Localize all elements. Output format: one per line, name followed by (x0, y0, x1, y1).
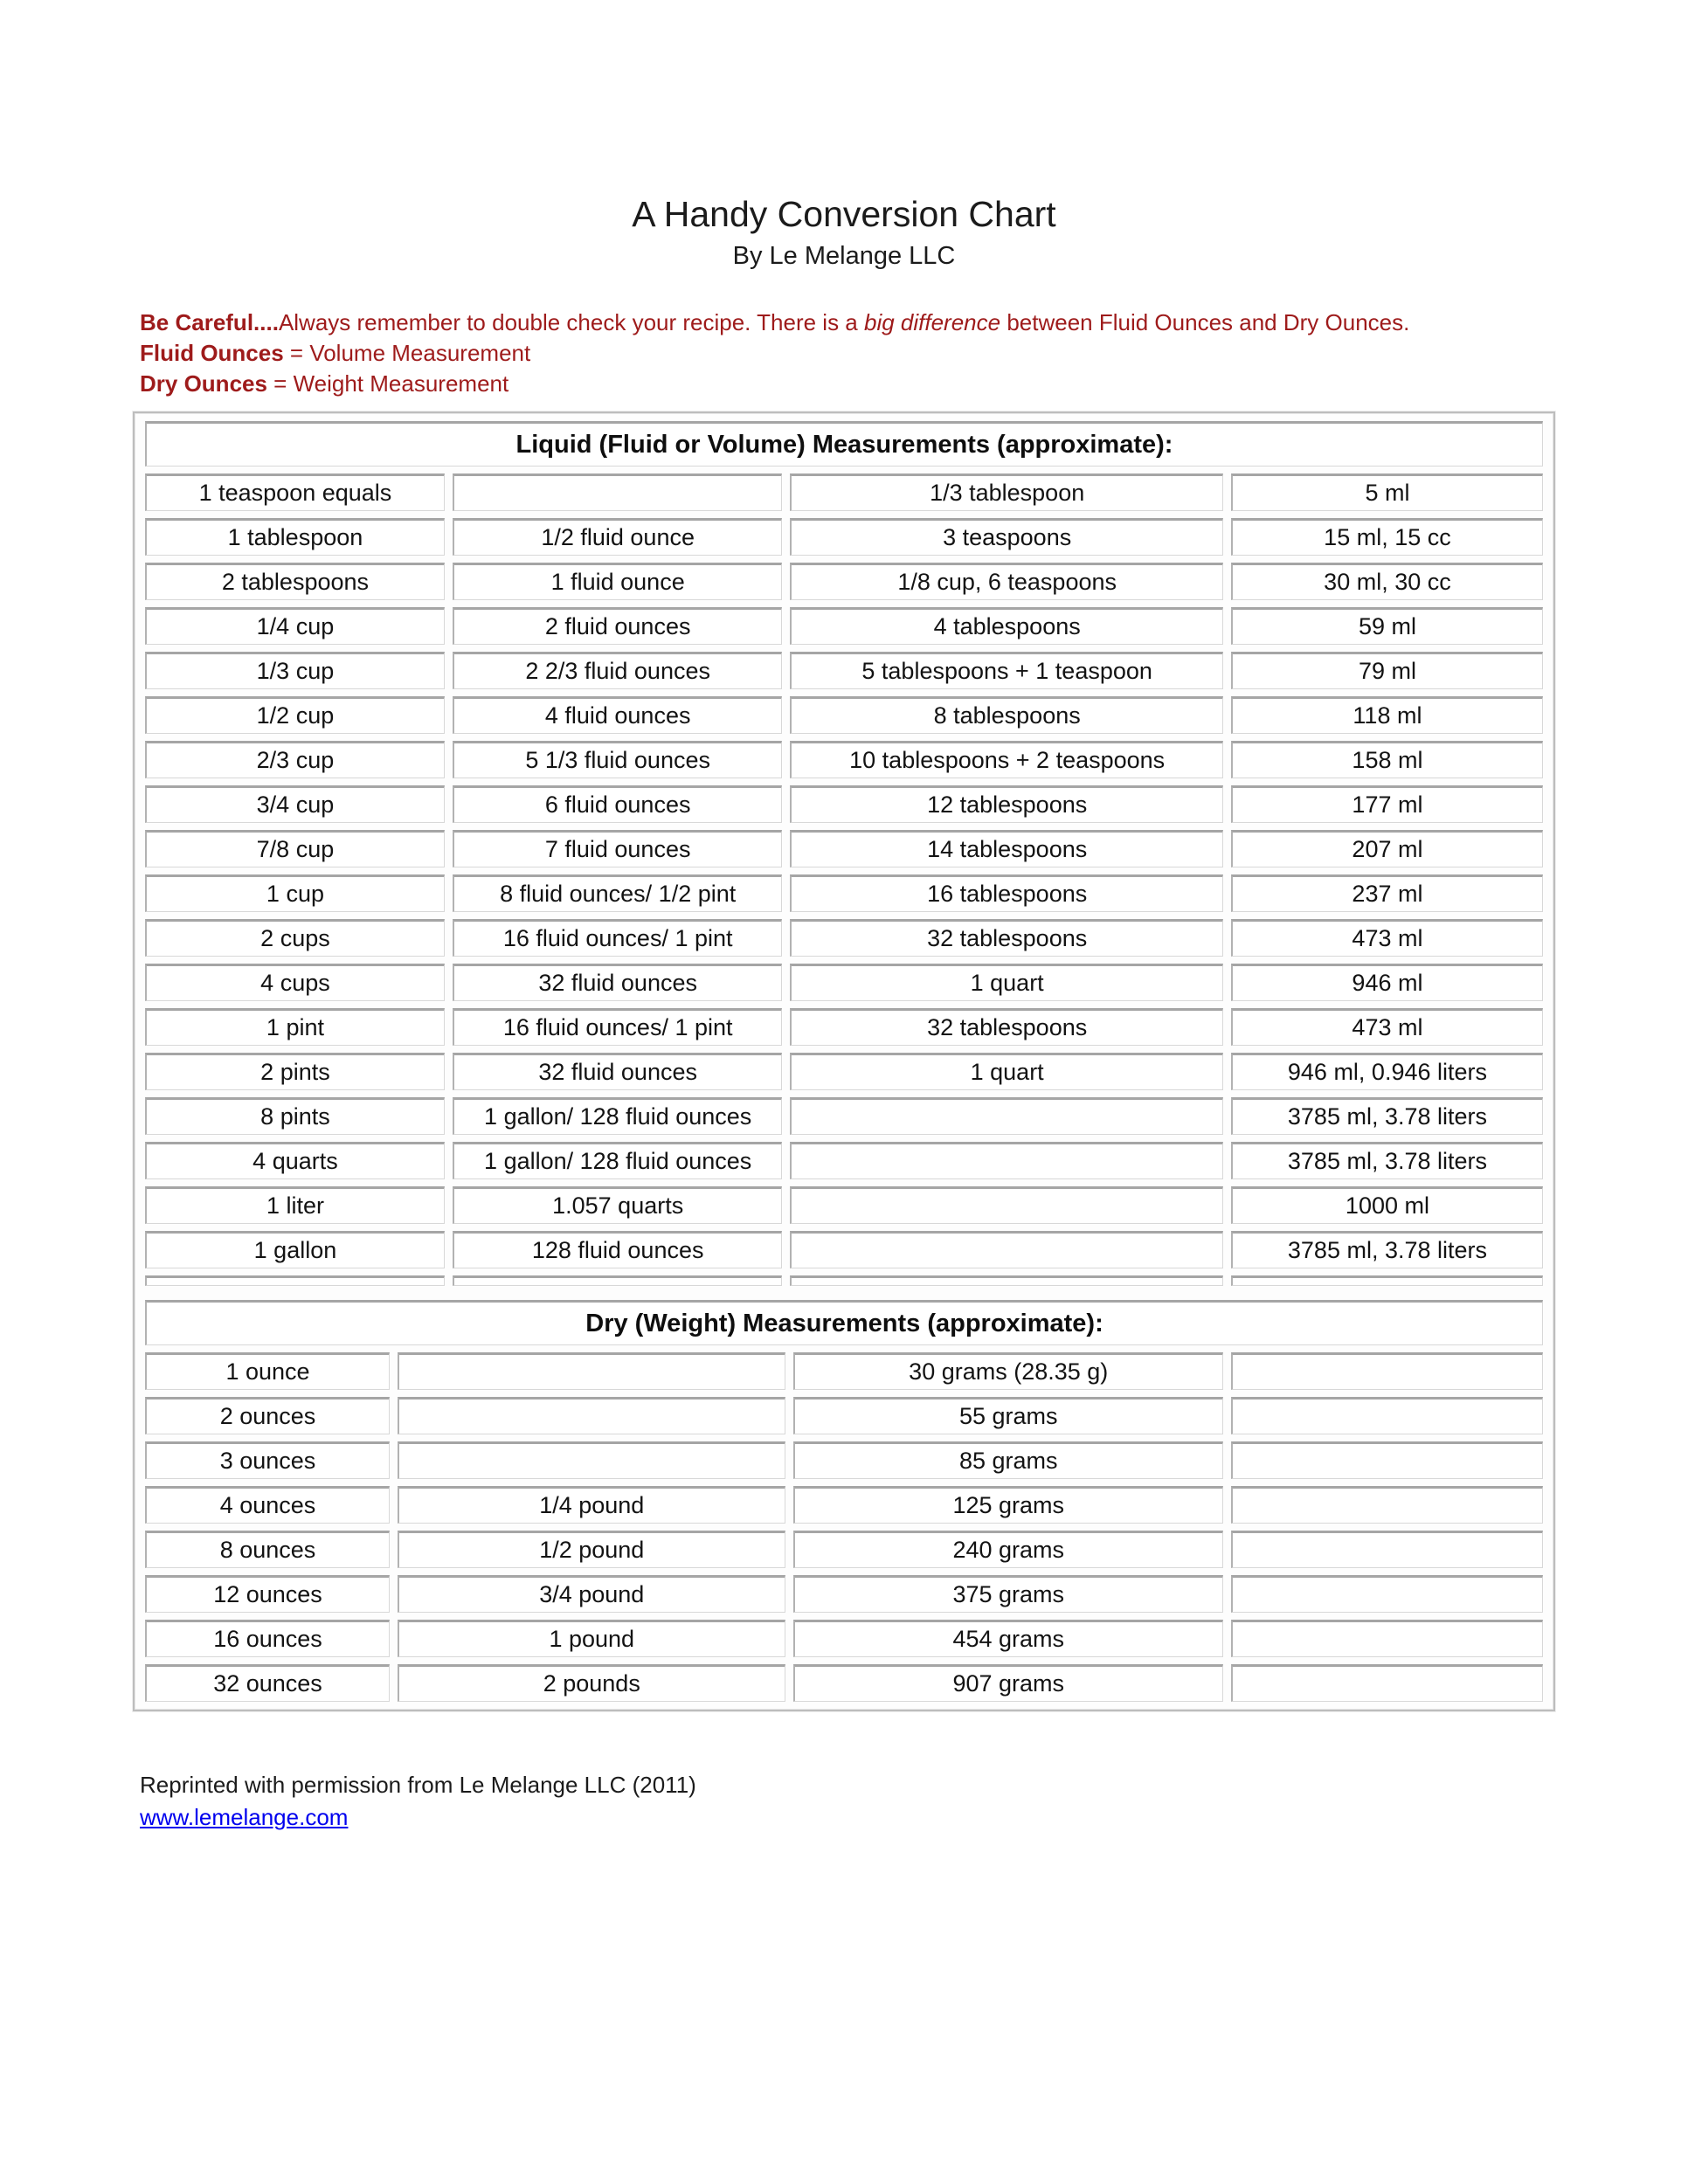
table-cell: 1 gallon/ 128 fluid ounces (453, 1097, 783, 1135)
table-row (145, 830, 1543, 867)
warning-line-1-italic: big difference (863, 309, 1001, 335)
table-cell: 473 ml (1231, 919, 1543, 957)
table-cell: 1 cup (145, 874, 445, 912)
table-cell (790, 1142, 1222, 1179)
table-cell: 1000 ml (1231, 1186, 1543, 1224)
table-cell (398, 1441, 785, 1479)
table-cell (398, 1352, 785, 1390)
table-row (145, 1231, 1543, 1268)
table-cell (1231, 1352, 1543, 1390)
table-cell: 4 cups (145, 964, 445, 1001)
dry-measurements-table (137, 1293, 1551, 1709)
table-cell: 1/3 cup (145, 652, 445, 689)
table-cell: 3785 ml, 3.78 liters (1231, 1142, 1543, 1179)
warning-line-2-rest: = Volume Measurement (283, 340, 531, 366)
table-cell: 5 1/3 fluid ounces (453, 741, 783, 778)
table-cell (1231, 1441, 1543, 1479)
table-cell: 32 tablespoons (790, 919, 1222, 957)
table-cell: 3/4 pound (398, 1575, 785, 1613)
table-cell: 1 tablespoon (145, 518, 445, 556)
table-cell: 8 fluid ounces/ 1/2 pint (453, 874, 783, 912)
table-row (145, 1531, 1543, 1568)
page-title: A Handy Conversion Chart (632, 194, 1056, 234)
warning-line-1-bold: Be Careful.... (140, 309, 279, 335)
table-row (145, 1486, 1543, 1524)
table-cell: 2 ounces (145, 1397, 390, 1434)
table-cell: 4 ounces (145, 1486, 390, 1524)
table-row (145, 1664, 1543, 1702)
table-cell: 1 gallon/ 128 fluid ounces (453, 1142, 783, 1179)
warning-line-1-text-b: between Fluid Ounces and Dry Ounces. (1000, 309, 1410, 335)
table-cell: 32 tablespoons (790, 1008, 1222, 1046)
page-byline: By Le Melange LLC (732, 242, 956, 270)
table-cell: 4 tablespoons (790, 607, 1222, 645)
spacer-cell (145, 1275, 445, 1286)
table-cell: 3/4 cup (145, 785, 445, 823)
table-cell: 4 fluid ounces (453, 696, 783, 734)
table-cell: 16 fluid ounces/ 1 pint (453, 1008, 783, 1046)
table-cell (1231, 1531, 1543, 1568)
table-cell (1231, 1397, 1543, 1434)
table-cell: 1 quart (790, 1053, 1222, 1090)
table-cell: 1/2 fluid ounce (453, 518, 783, 556)
table-cell: 8 tablespoons (790, 696, 1222, 734)
table-cell (1231, 1486, 1543, 1524)
table-cell: 158 ml (1231, 741, 1543, 778)
liquid-section-header: Liquid (Fluid or Volume) Measurements (approximate): (145, 421, 1543, 467)
table-cell (790, 1231, 1222, 1268)
table-cell: 1 pint (145, 1008, 445, 1046)
table-cell: 6 fluid ounces (453, 785, 783, 823)
table-cell: 12 tablespoons (790, 785, 1222, 823)
table-row (145, 785, 1543, 823)
table-cell: 240 grams (793, 1531, 1223, 1568)
table-cell: 3 ounces (145, 1441, 390, 1479)
table-cell: 3 teaspoons (790, 518, 1222, 556)
table-cell: 2 pints (145, 1053, 445, 1090)
table-cell: 1/4 pound (398, 1486, 785, 1524)
table-row (145, 652, 1543, 689)
table-cell: 454 grams (793, 1620, 1223, 1657)
warning-line-1-text-a: Always remember to double check your recipe. There is a (278, 309, 864, 335)
footer-permission-text: Reprinted with permission from Le Melange LLC (2011) (140, 1772, 696, 1798)
footer (140, 1769, 1548, 1834)
table-cell: 1 fluid ounce (453, 563, 783, 600)
spacer-cell (1231, 1275, 1543, 1286)
table-row (145, 1397, 1543, 1434)
table-row (145, 1352, 1543, 1390)
table-cell (1231, 1620, 1543, 1657)
table-cell: 1/8 cup, 6 teaspoons (790, 563, 1222, 600)
table-cell: 30 grams (28.35 g) (793, 1352, 1223, 1390)
table-cell: 79 ml (1231, 652, 1543, 689)
warning-block (140, 308, 1548, 399)
table-cell (398, 1397, 785, 1434)
table-cell: 1 gallon (145, 1231, 445, 1268)
table-cell: 237 ml (1231, 874, 1543, 912)
table-row (145, 473, 1543, 511)
dry-header-row (145, 1300, 1543, 1345)
website-link[interactable]: www.lemelange.com (140, 1804, 349, 1830)
table-cell: 375 grams (793, 1575, 1223, 1613)
table-row (145, 1186, 1543, 1224)
warning-line-2 (140, 338, 1548, 369)
table-row (145, 964, 1543, 1001)
table-cell: 2 fluid ounces (453, 607, 783, 645)
table-cell: 128 fluid ounces (453, 1231, 783, 1268)
table-cell: 16 tablespoons (790, 874, 1222, 912)
table-row (145, 518, 1543, 556)
table-row (145, 1441, 1543, 1479)
table-row (145, 607, 1543, 645)
conversion-tables-container (133, 411, 1555, 1711)
table-cell: 16 fluid ounces/ 1 pint (453, 919, 783, 957)
table-row (145, 919, 1543, 957)
spacer-cell (790, 1275, 1222, 1286)
table-cell: 2 pounds (398, 1664, 785, 1702)
dry-rows (145, 1352, 1543, 1702)
table-cell (1231, 1664, 1543, 1702)
table-cell: 473 ml (1231, 1008, 1543, 1046)
table-row (145, 874, 1543, 912)
warning-line-2-bold: Fluid Ounces (140, 340, 284, 366)
table-row (145, 1053, 1543, 1090)
table-row (145, 1008, 1543, 1046)
table-cell: 946 ml (1231, 964, 1543, 1001)
table-cell: 7/8 cup (145, 830, 445, 867)
table-cell: 55 grams (793, 1397, 1223, 1434)
liquid-header-row (145, 421, 1543, 467)
warning-line-1 (140, 308, 1548, 338)
table-cell: 4 quarts (145, 1142, 445, 1179)
table-cell: 177 ml (1231, 785, 1543, 823)
table-cell (453, 473, 783, 511)
warning-line-3 (140, 369, 1548, 399)
table-cell: 59 ml (1231, 607, 1543, 645)
table-cell: 2/3 cup (145, 741, 445, 778)
table-cell: 3785 ml, 3.78 liters (1231, 1097, 1543, 1135)
table-cell: 1/2 cup (145, 696, 445, 734)
spacer-row-group (145, 1275, 1543, 1286)
table-cell: 10 tablespoons + 2 teaspoons (790, 741, 1222, 778)
table-row (145, 696, 1543, 734)
table-cell: 85 grams (793, 1441, 1223, 1479)
table-cell: 16 ounces (145, 1620, 390, 1657)
table-cell: 8 pints (145, 1097, 445, 1135)
table-row (145, 741, 1543, 778)
table-cell: 8 ounces (145, 1531, 390, 1568)
table-cell (790, 1186, 1222, 1224)
table-cell: 15 ml, 15 cc (1231, 518, 1543, 556)
table-cell: 32 fluid ounces (453, 964, 783, 1001)
table-row (145, 1575, 1543, 1613)
dry-section-header: Dry (Weight) Measurements (approximate): (145, 1300, 1543, 1345)
table-cell: 32 fluid ounces (453, 1053, 783, 1090)
table-cell: 7 fluid ounces (453, 830, 783, 867)
liquid-rows (145, 473, 1543, 1268)
table-row (145, 1620, 1543, 1657)
table-row (145, 1097, 1543, 1135)
warning-line-3-bold: Dry Ounces (140, 370, 267, 397)
table-cell (1231, 1575, 1543, 1613)
table-cell: 1 quart (790, 964, 1222, 1001)
table-cell: 1 ounce (145, 1352, 390, 1390)
table-cell: 1.057 quarts (453, 1186, 783, 1224)
table-cell: 207 ml (1231, 830, 1543, 867)
table-cell: 12 ounces (145, 1575, 390, 1613)
spacer-cell (453, 1275, 783, 1286)
table-cell: 30 ml, 30 cc (1231, 563, 1543, 600)
table-cell: 1 pound (398, 1620, 785, 1657)
table-cell: 5 ml (1231, 473, 1543, 511)
table-cell: 1/2 pound (398, 1531, 785, 1568)
table-cell: 1 liter (145, 1186, 445, 1224)
table-cell: 907 grams (793, 1664, 1223, 1702)
table-cell: 1/3 tablespoon (790, 473, 1222, 511)
liquid-measurements-table (137, 414, 1551, 1293)
table-cell (790, 1097, 1222, 1135)
table-cell: 14 tablespoons (790, 830, 1222, 867)
spacer-row (145, 1275, 1543, 1286)
table-cell: 5 tablespoons + 1 teaspoon (790, 652, 1222, 689)
table-cell: 2 tablespoons (145, 563, 445, 600)
table-cell: 118 ml (1231, 696, 1543, 734)
warning-line-3-rest: = Weight Measurement (266, 370, 509, 397)
table-cell: 1 teaspoon equals (145, 473, 445, 511)
table-row (145, 563, 1543, 600)
table-row (145, 1142, 1543, 1179)
table-cell: 32 ounces (145, 1664, 390, 1702)
table-cell: 2 2/3 fluid ounces (453, 652, 783, 689)
table-cell: 946 ml, 0.946 liters (1231, 1053, 1543, 1090)
table-cell: 1/4 cup (145, 607, 445, 645)
table-cell: 125 grams (793, 1486, 1223, 1524)
table-cell: 3785 ml, 3.78 liters (1231, 1231, 1543, 1268)
table-cell: 2 cups (145, 919, 445, 957)
